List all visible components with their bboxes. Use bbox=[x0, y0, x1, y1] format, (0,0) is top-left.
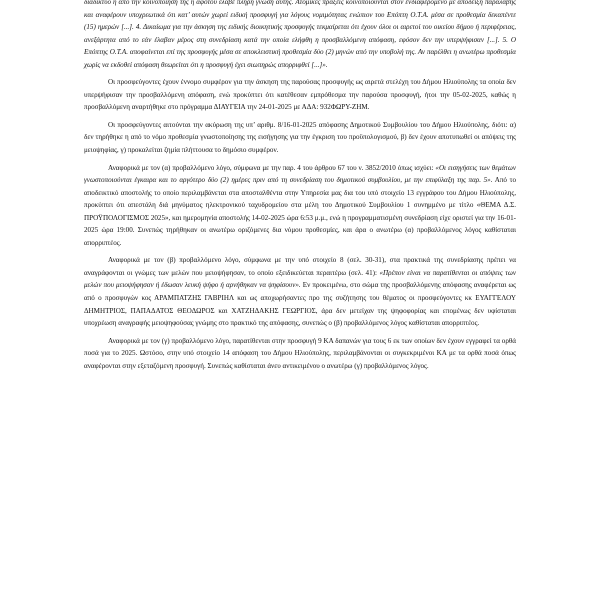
ground-b-paragraph bbox=[84, 254, 516, 329]
ground-a-quote: «Οι εισηγήσεις των θεμάτων γνωστοποιούνται έγκαιρα και το αργότερο δύο (2) ημέρες πριν από τη συνεδρίαση του δημοτικού συμβουλίου, με την επιφύλαξη της παρ. 5». bbox=[84, 163, 516, 185]
request-paragraph: Οι προσφεύγοντες αιτούνται την ακύρωση της υπ’ αριθμ. 8/16-01-2025 απόφασης Δημοτικού Συμβουλίου του Δήμου Ηλιούπολης, διότι: α) δεν τηρήθηκε η από το νόμο προθεσμία γνωστοποίησης της εισήγησης για την έγκριση του προϋπολογισμού, β) δεν έχουν αποτυπωθεί οι απόψεις της μειοψηφίας, γ) προκαλείται ζημία πλήττουσα το δημόσιο συμφέρον. bbox=[84, 120, 516, 155]
ground-c-paragraph: Αναφορικά με τον (γ) προβαλλόμενο λόγο, παρατίθενται στην προσφυγή 9 ΚΑ δαπανών για τους 6 εκ των οποίων δεν έχουν εγγραφεί τα ορθά ποσά για το 2025. Ωστόσο, στην υπό στοιχείο 14 απόφαση του Δήμου Ηλιούπολης, περιλαμβάνονται οι συγκεκριμένοι ΚΑ με τα ορθά ποσά όπως αναφέρονται στην εξεταζόμενη προσφυγή. Συνεπώς καθίσταται άνευ αντικειμένου ο ανωτέρω (γ) προβαλλόμενος λόγος. bbox=[84, 336, 516, 370]
interest-paragraph: Οι προσφεύγοντες έχουν έννομο συμφέρον για την άσκηση της παρούσας προσφυγής ως αιρετά στελέχη του Δήμου Ηλιούπολης τα οποία δεν υπερψήφισαν την προσβαλλόμενη απόφαση, ενώ προκύπτει ότι κατέθεσαν εμπρόθεσμα την παρούσα προσφυγή, ήτοι την 05-02-2025, καθώς η προσβαλλόμενη αναρτήθηκε στο πρόγραμμα ΔΙΑΥΓΕΙΑ την 24-01-2025 με ΑΔΑ: 932ΦΩΡΥ-ΖΗΜ. bbox=[84, 78, 516, 112]
ground-a-text-2: Από το αποδεικτικό αποστολής το οποίο περιλαμβάνεται στα αποσταλθέντα στην Υπηρεσία μας δια του υπό στοιχείο 13 εγγράφου του Δήμου Ηλιούπολης, προκύπτει ότι απεστάλη διά μηνύματος ηλεκτρονικού ταχυδρομείου στα μέλη του Δημοτικού Συμβουλίου 1 συνημμένο με τίτλο «ΘΕΜΑ Δ.Σ. ΠΡΟΫΠΟΛΟΓΙΣΜΟΣ 2025», και ημερομηνία αποστολής 14-02-2025 ώρα 6:53 μ.μ., ενώ η προγραμματισμένη συνεδρίαση είχε οριστεί για την 16-01-2025 ώρα 19:00. Συνεπώς τηρήθηκαν οι ανωτέρω οριζόμενες δια νόμου προθεσμίες, και άρα ο ανωτέρω (α) προβαλλόμενος λόγος καθίσταται απορριπτέος. bbox=[84, 176, 516, 247]
ground-a-text-1: Αναφορικά με τον (α) προβαλλόμενο λόγο, σύμφωνα με την παρ. 4 του άρθρου 67 του ν. 3852/2010 όπως ισχύει: bbox=[108, 163, 436, 172]
ground-b-text-2: Εν προκειμένω, στο σώμα της προσβαλλόμενης απόφασης αναφέρεται ως από ο προσφυγών κος ΑΡΑΜΠΑΤΖΗΣ ΓΑΒΡΙΗΛ και ως αποχωρήσαντες προ της συζήτησης του θέματος οι προσφεύγοντες κκ ΕΥΑΓΓΕΛΟΥ ΔΗΜΗΤΡΙΟΣ, ΠΑΠΑΔΑΤΟΣ ΘΕΟΔΩΡΟΣ και ΧΑΤΖΗΔΑΚΗΣ ΓΕΩΡΓΙΟΣ, άρα δεν μετείχαν της ψηφοφορίας και επομένως δεν υφίσταται υποχρέωση αναγραφής μειοψηφούσας γνώμης στο πρακτικό της απόφασης, συνεπώς ο (β) προβαλλόμενος λόγος καθίσταται απορριπτέος. bbox=[84, 281, 516, 328]
ground-b-quote: «Πρέπον είναι να παρατίθενται οι απόψεις των μελών που μειοψήφησαν ή έδωσαν λευκή ψήφο ή αρνήθηκαν να ψηφίσουν». bbox=[84, 268, 516, 290]
legal-quote-paragraph: διαδίκτυο ή από την κοινοποίησή της ή αφότου έλαβε πλήρη γνώση αυτής. Ατομικές πράξεις κοινοποιούνται στον ενδιαφερόμενο με απόδειξη παραλαβής και αναφέρουν υποχρεωτικά ότι κατ’ αυτών χωρεί ειδική προσφυγή για λόγους νομιμότητας ενώπιον του Επόπτη Ο.Τ.Α. μέσα σε προθεσμία δεκαπέντε (15) ημερών [...]. 4. Δικαίωμα για την άσκηση της ειδικής διοικητικής προσφυγής τεκμαίρεται ότι έχουν όλοι οι αιρετοί του οικείου δήμου ή περιφέρειας, ανεξάρτητα από το εάν έλαβαν μέρος στη συνεδρίαση κατά την οποία ελήφθη η προσβαλλόμενη απόφαση, εφόσον δεν την υπερψήφισαν [...]. 5. Ο Επόπτης Ο.Τ.Α. αποφαίνεται επί της προσφυγής μέσα σε αποκλειστική προθεσμία δύο (2) μηνών από την υποβολή της. Αν παρέλθει η ανωτέρω προθεσμία χωρίς να εκδοθεί απόφαση θεωρείται ότι η προσφυγή έχει σιωπηρώς απορριφθεί [...]». bbox=[84, 0, 516, 69]
ground-b-text-1: Αναφορικά με τον (β) προβαλλόμενο λόγο, σύμφωνα με την υπό στοιχείο 8 (σελ. 30-31), στα πρακτικά της συνεδρίασης πρέπει να αναγράφονται οι γνώμες των μελών που μειοψήφησαν, το οποίο εξειδικεύεται περαιτέρω (σελ. 41): bbox=[84, 256, 516, 277]
document-page bbox=[84, 0, 516, 377]
ground-a-paragraph bbox=[84, 162, 516, 250]
